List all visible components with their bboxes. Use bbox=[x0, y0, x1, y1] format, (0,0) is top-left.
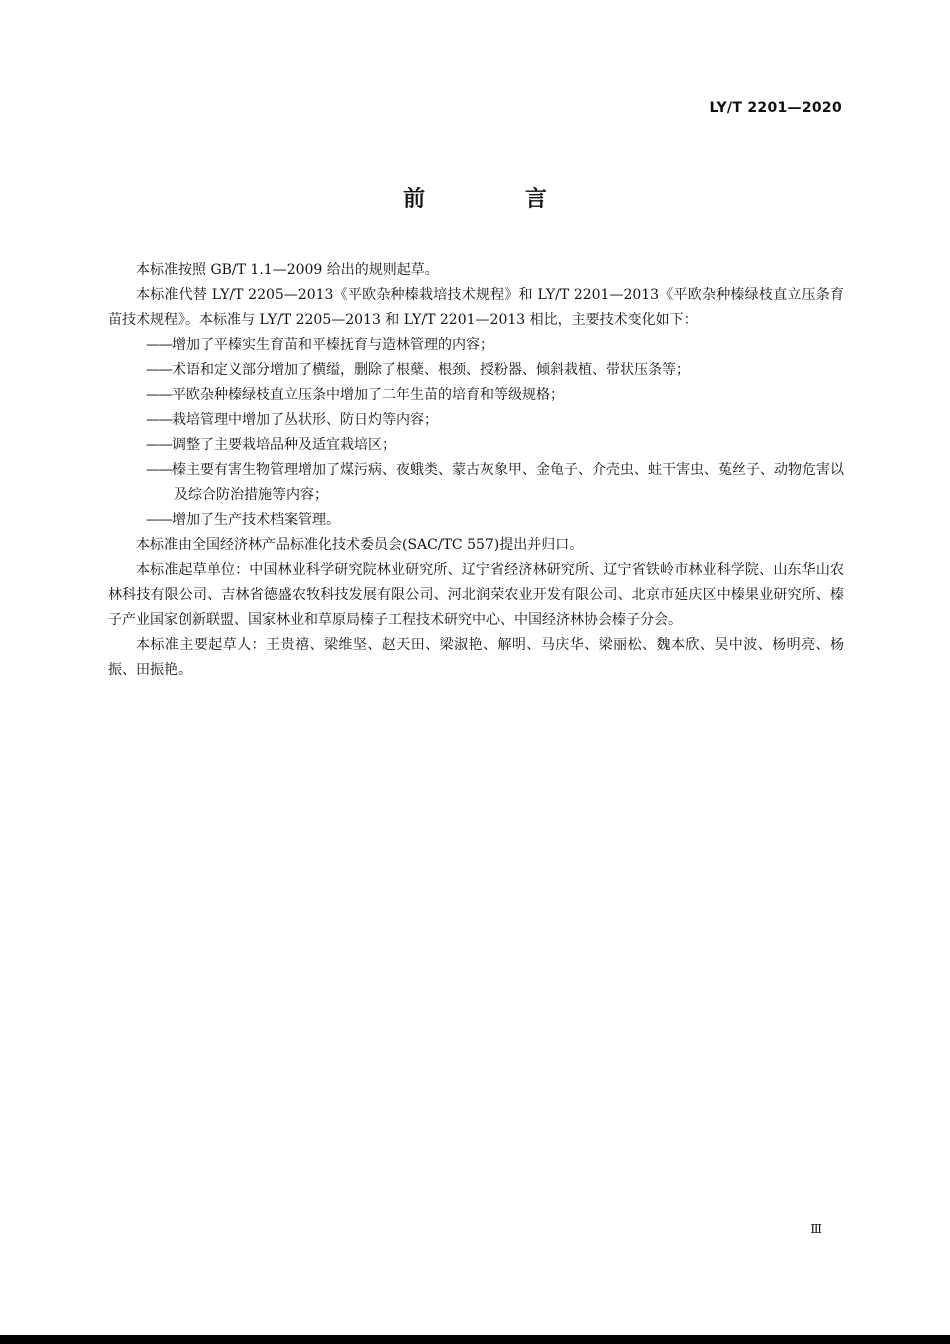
change-item bbox=[146, 408, 844, 433]
change-item-text: 平欧杂种榛绿枝直立压条中增加了二年生苗的培育和等级规格； bbox=[172, 387, 564, 403]
document-body bbox=[108, 258, 844, 683]
paragraph-proposed-by: 本标准由全国经济林产品标准化技术委员会(SAC/TC 557)提出并归口。 bbox=[136, 537, 584, 553]
change-item bbox=[146, 458, 844, 508]
paragraph-drafting-rules: 本标准按照 GB/T 1.1—2009 给出的规则起草。 bbox=[136, 262, 439, 278]
change-item bbox=[146, 508, 844, 533]
change-item bbox=[146, 333, 844, 358]
change-item-text: 榛主要有害生物管理增加了煤污病、夜蛾类、蒙古灰象甲、金龟子、介壳虫、蛀干害虫、菟丝子、动物危害以及综合防治措施等内容； bbox=[172, 462, 844, 503]
change-item-text: 栽培管理中增加了丛状形、防日灼等内容； bbox=[172, 412, 438, 428]
change-item-text: 调整了主要栽培品种及适宜栽培区； bbox=[172, 437, 396, 453]
change-item-text: 术语和定义部分增加了横缢，删除了根蘖、根颈、授粉器、倾斜栽植、带状压条等； bbox=[172, 362, 690, 378]
item-dash: —— bbox=[146, 412, 172, 428]
page-title: 前 言 bbox=[403, 187, 593, 212]
paragraph-replacement: 本标准代替 LY/T 2205—2013《平欧杂种榛栽培技术规程》和 LY/T 2201—2013《平欧杂种榛绿枝直立压条育苗技术规程》。本标准与 LY/T 2205—2013 和 LY/T 2201—2013 相比，主要技术变化如下： bbox=[108, 287, 844, 328]
change-item-text: 增加了生产技术档案管理。 bbox=[172, 512, 340, 528]
page-number: Ⅲ bbox=[810, 1222, 822, 1236]
change-item-text: 增加了平榛实生育苗和平榛抚育与造林管理的内容； bbox=[172, 337, 494, 353]
item-dash: —— bbox=[146, 462, 172, 478]
change-item bbox=[146, 358, 844, 383]
change-item bbox=[146, 433, 844, 458]
change-item bbox=[146, 383, 844, 408]
bottom-border bbox=[0, 1335, 950, 1344]
item-dash: —— bbox=[146, 512, 172, 528]
item-dash: —— bbox=[146, 362, 172, 378]
standard-code: LY/T 2201—2020 bbox=[709, 100, 842, 116]
paragraph-drafting-units: 本标准起草单位：中国林业科学研究院林业研究所、辽宁省经济林研究所、辽宁省铁岭市林业科学院、山东华山农林科技有限公司、吉林省德盛农牧科技发展有限公司、河北润荣农业开发有限公司、北京市延庆区中榛果业研究所、榛子产业国家创新联盟、国家林业和草原局榛子工程技术研究中心、中国经济林协会榛子分会。 bbox=[108, 562, 844, 628]
item-dash: —— bbox=[146, 387, 172, 403]
item-dash: —— bbox=[146, 437, 172, 453]
paragraph-drafters: 本标准主要起草人：王贵禧、梁维坚、赵天田、梁淑艳、解明、马庆华、梁丽松、魏本欣、吴中波、杨明亮、杨振、田振艳。 bbox=[108, 637, 844, 678]
item-dash: —— bbox=[146, 337, 172, 353]
